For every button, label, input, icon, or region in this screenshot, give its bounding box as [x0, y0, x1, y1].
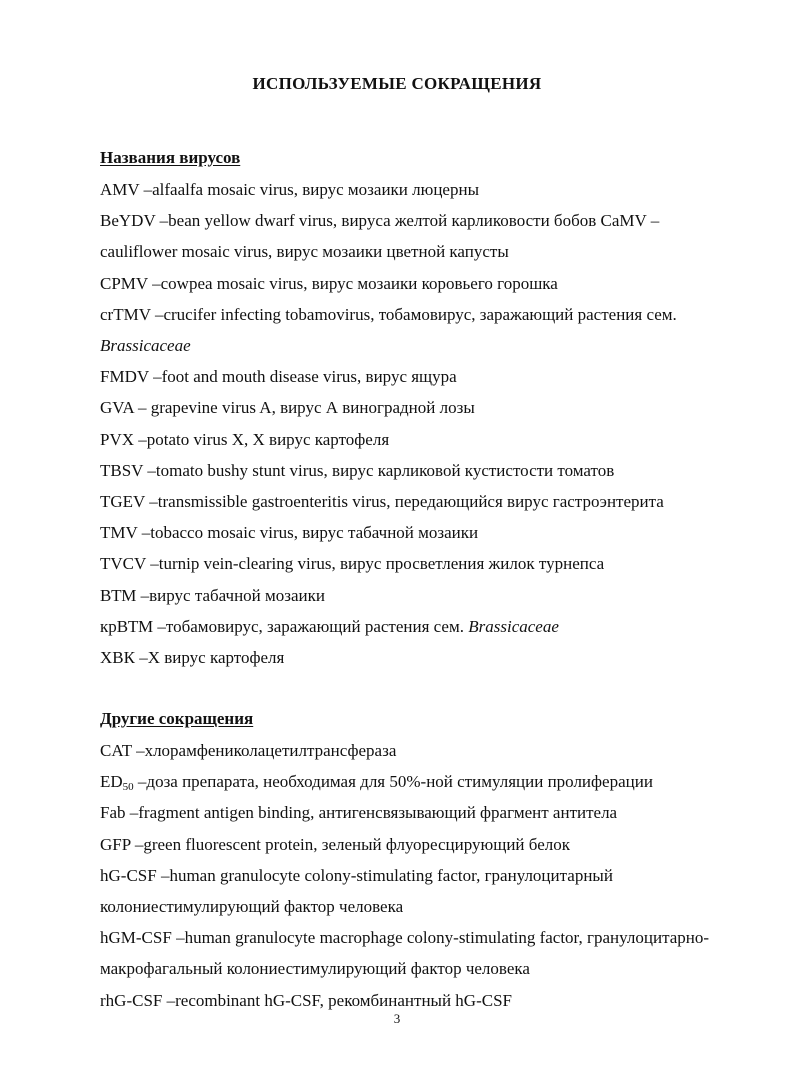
page-number: 3 [393, 1011, 401, 1026]
abbreviation-entry: rhG-CSF – recombinant hG-CSF, рекомбинантный hG-CSF [100, 985, 740, 1016]
abbreviation-entry: крВТМ – тобамовирус, заражающий растения сем. Brassicaceae [100, 611, 740, 642]
other-abbreviations-list [100, 735, 740, 1016]
abbreviation-entry: CAT – хлорамфениколацетилтрансфераза [100, 735, 740, 766]
section-heading-virus-names: Названия вирусов [100, 148, 241, 167]
abbreviation-entry: crTMV – crucifer infecting tobamovirus, тобамовирус, заражающий растения сем. Brassicaceae [100, 299, 740, 361]
abbreviation-entry: hGM-CSF – human granulocyte macrophage colony-stimulating factor, гранулоцитарно-макрофагальный колониестимулирующий фактор человека [100, 922, 740, 984]
abbreviation-entry: TMV – tobacco mosaic virus, вирус табачной мозаики [100, 517, 740, 548]
abbreviation-entry: ХВК – Х вирус картофеля [100, 642, 740, 673]
abbreviation-entry: $ED_{50}$ – доза препарата, необходимая для 50%-ной стимуляции пролиферации [100, 766, 740, 797]
page-title: ИСПОЛЬЗУЕМЫЕ СОКРАЩЕНИЯ [252, 74, 542, 93]
abbreviation-entry: Fab – fragment antigen binding, антигенсвязывающий фрагмент антитела [100, 797, 740, 828]
abbreviation-entry: PVX – potato virus X, Х вирус картофеля [100, 424, 740, 455]
section-heading-other-abbreviations: Другие сокращения [100, 709, 254, 728]
abbreviation-entry: AMV – alfaalfa mosaic virus, вирус мозаики люцерны [100, 174, 740, 205]
abbreviation-entry: FMDV – foot and mouth disease virus, вирус ящура [100, 361, 740, 392]
abbreviation-entry: GVA – grapevine virus A, вирус А виноградной лозы [100, 392, 740, 423]
abbreviation-entry: ВТМ – вирус табачной мозаики [100, 580, 740, 611]
abbreviation-entry: TGEV – transmissible gastroenteritis virus, передающийся вирус гастроэнтерита [100, 486, 740, 517]
virus-names-list [100, 174, 740, 673]
abbreviation-entry: CPMV – cowpea mosaic virus, вирус мозаики коровьего горошка [100, 268, 740, 299]
abbreviation-entry: GFP – green fluorescent protein, зеленый флуоресцирующий белок [100, 829, 740, 860]
abbreviation-entry: BeYDV – bean yellow dwarf virus, вируса желтой карликовости бобов CaMV – cauliflower mosaic virus, вирус мозаики цветной капусты [100, 205, 740, 267]
abbreviation-entry: hG-CSF – human granulocyte colony-stimulating factor, гранулоцитарный колониестимулирующий фактор человека [100, 860, 740, 922]
abbreviation-entry: TBSV – tomato bushy stunt virus, вирус карликовой кустистости томатов [100, 455, 740, 486]
abbreviation-entry: TVCV – turnip vein-clearing virus, вирус просветления жилок турнепса [100, 548, 740, 579]
